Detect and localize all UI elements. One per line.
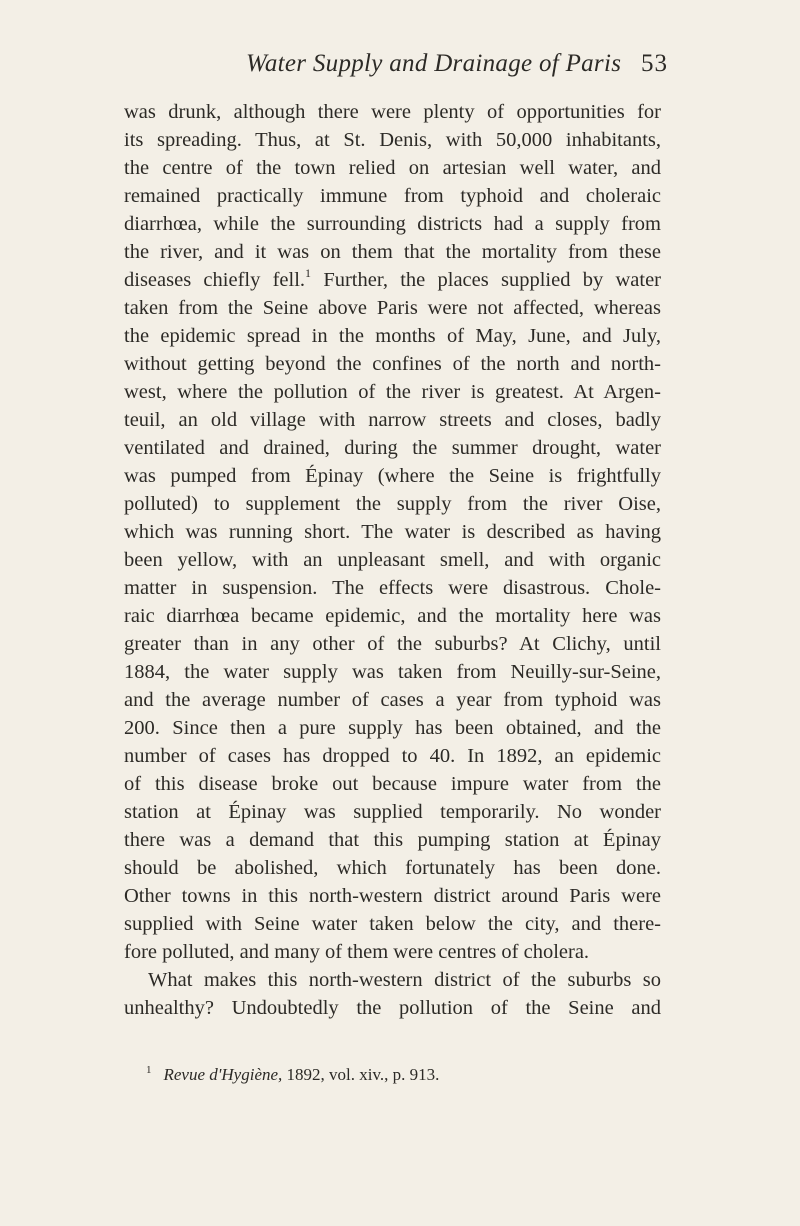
text-segment: Further, the places supplied by water [323, 269, 661, 291]
text-line: ventilated and drained, during the summer drought, water [124, 437, 661, 459]
footnote [146, 1064, 439, 1086]
text-line: the centre of the town relied on artesian well water, and [124, 157, 661, 179]
text-line: station at Épinay was supplied temporarily. No wonder [124, 801, 661, 823]
text-line: its spreading. Thus, at St. Denis, with 50,000 inhabitants, [124, 129, 661, 151]
running-header: Water Supply and Drainage of Paris [246, 50, 622, 77]
footnote-marker: 1 [146, 1064, 152, 1076]
text-line: Other towns in this north-western district around Paris were [124, 885, 661, 907]
text-line: unhealthy? Undoubtedly the pollution of the Seine and [124, 997, 661, 1019]
footnote-title: Revue d'Hygiène, [163, 1065, 283, 1084]
text-line: taken from the Seine above Paris were not affected, whereas [124, 297, 661, 319]
text-line: number of cases has dropped to 40. In 1892, an epidemic [124, 745, 661, 767]
text-line: supplied with Seine water taken below the city, and there- [124, 913, 661, 935]
text-line: been yellow, with an unpleasant smell, and with organic [124, 549, 661, 571]
text-line: teuil, an old village with narrow streets and closes, badly [124, 409, 661, 431]
text-line: the river, and it was on them that the mortality from these [124, 241, 661, 263]
text-line: greater than in any other of the suburbs? At Clichy, until [124, 633, 661, 655]
text-segment: diseases chiefly fell. [124, 269, 306, 291]
text-line: which was running short. The water is described as having [124, 521, 661, 543]
text-line: polluted) to supplement the supply from the river Oise, [124, 493, 661, 515]
text-line: and the average number of cases a year from typhoid was [124, 689, 661, 711]
text-line: fore polluted, and many of them were centres of cholera. [124, 941, 590, 963]
footnote-reference: 1 [305, 266, 312, 280]
text-line: west, where the pollution of the river is greatest. At Argen- [124, 381, 661, 403]
text-line: without getting beyond the confines of the north and north- [124, 353, 661, 375]
text-line: matter in suspension. The effects were disastrous. Chole- [124, 577, 661, 599]
text-line: raic diarrhœa became epidemic, and the mortality here was [124, 605, 661, 627]
text-line: the epidemic spread in the months of May, June, and July, [124, 325, 661, 347]
page-number: 53 [641, 50, 668, 77]
text-line: diarrhœa, while the surrounding districts had a supply from [124, 213, 661, 235]
text-line: remained practically immune from typhoid and choleraic [124, 185, 661, 207]
text-line: there was a demand that this pumping station at Épinay [124, 829, 661, 851]
footnote-citation: 1892, vol. xiv., p. 913. [286, 1065, 440, 1084]
text-line: of this disease broke out because impure water from the [124, 773, 661, 795]
text-line [124, 268, 661, 292]
text-line: What makes this north-western district of the suburbs so [148, 969, 661, 991]
text-line: should be abolished, which fortunately has been done. [124, 857, 661, 879]
text-line: 200. Since then a pure supply has been obtained, and the [124, 717, 661, 739]
text-line: was pumped from Épinay (where the Seine is frightfully [124, 465, 661, 487]
text-line: 1884, the water supply was taken from Neuilly-sur-Seine, [124, 661, 661, 683]
text-line: was drunk, although there were plenty of opportunities for [124, 101, 661, 123]
